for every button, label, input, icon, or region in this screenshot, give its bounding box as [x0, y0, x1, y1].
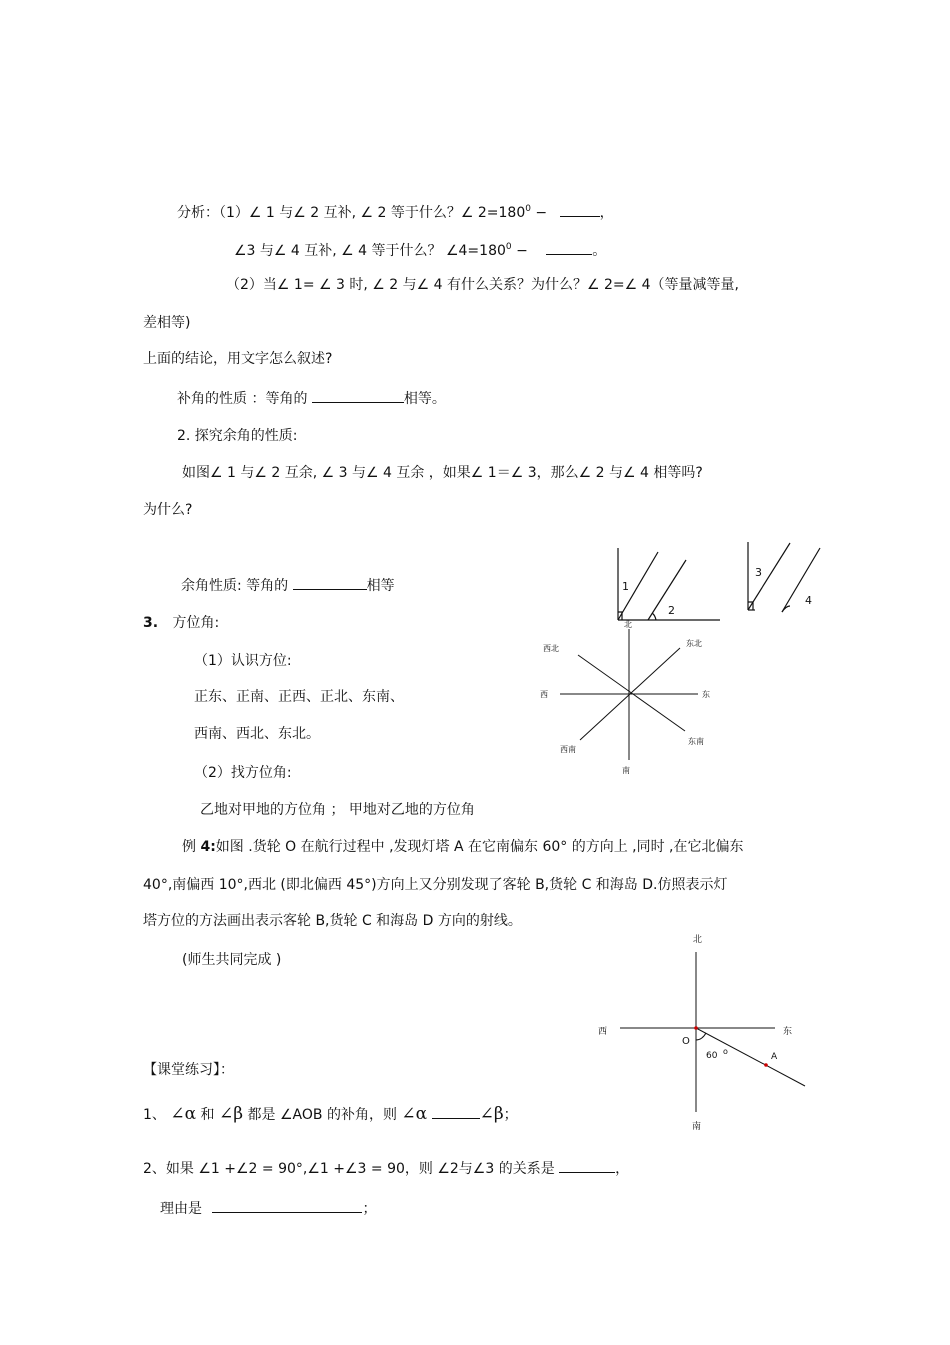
punct: 。 [592, 243, 607, 259]
label-southwest: 西南 [560, 745, 576, 754]
complement-property [181, 575, 395, 595]
label-origin: O [682, 1036, 690, 1047]
question-text: 都是 ∠AOB 的补角，则 [243, 1107, 402, 1123]
answer-blank [312, 388, 404, 403]
bearing-heading [143, 614, 219, 632]
property-suffix: 相等。 [403, 391, 446, 407]
property-label: 补角的性质 ：等角的 [177, 391, 308, 407]
answer-blank [559, 1158, 615, 1173]
label-north: 北 [624, 620, 632, 629]
practice-question-1 [143, 1104, 518, 1124]
label-east: 东 [702, 690, 710, 699]
label-point-A: A [771, 1052, 778, 1062]
degree-mark: 0 [525, 204, 531, 214]
label-degree: o [723, 1047, 728, 1056]
practice-question-2 [143, 1158, 629, 1178]
analysis-text: 分析：（1）∠ 1 与∠ 2 互补, ∠ 2 等于什么？∠ 2=180 [177, 205, 526, 221]
bearing-sub2: （2）找方位角: [194, 765, 292, 781]
complement-question-2: 为什么? [143, 502, 193, 518]
answer-blank [546, 240, 592, 255]
alpha-angle: ∠α [401, 1104, 428, 1124]
bearing-relation: 乙地对甲地的方位角 ； 甲地对乙地的方位角 [200, 802, 475, 818]
label-south: 南 [692, 1122, 702, 1132]
fig-line [782, 548, 820, 612]
practice-title: 【课堂练习】： [143, 1062, 234, 1078]
analysis-line-2 [234, 238, 606, 260]
analysis-line-4: 差相等) [143, 315, 191, 331]
analysis-text: ∠3 与∠ 4 互补, ∠ 4 等于什么？ ∠4=180 [234, 243, 506, 259]
minus-sign: − [530, 205, 552, 221]
punct: ， [599, 205, 614, 221]
answer-blank [293, 575, 367, 590]
bearing-dirs-1: 正东、正南、正西、正北、东南、 [194, 689, 404, 705]
beta-angle: ∠β [219, 1104, 244, 1124]
angle-label-1: 1 [622, 580, 629, 593]
property-label: 余角性质: 等角的 [181, 578, 289, 594]
practice-question-3 [160, 1198, 376, 1218]
label-north: 北 [693, 935, 703, 945]
label-west: 西 [540, 690, 548, 699]
example-text: 如图 .货轮 O 在航行过程中 ,发现灯塔 A 在它南偏东 60° 的方向上 ,同时 ,在它北偏东 [215, 839, 744, 855]
angle-label-4: 4 [805, 594, 812, 607]
compass-figure [530, 615, 730, 775]
beta-angle: ∠β [479, 1104, 504, 1124]
question-text: 理由是 [160, 1201, 202, 1217]
question-text: 2、如果 ∠1 +∠2 = 90°,∠1 +∠3 = 90，则 ∠2与∠3 的关系是 [143, 1161, 555, 1177]
point-A [764, 1063, 768, 1067]
bearing-sub1: （1）认识方位: [194, 653, 292, 669]
question-number: 1、 [143, 1107, 166, 1123]
example-line-2: 40°,南偏西 10°,西北 (即北偏西 45°)方向上又分别发现了客轮 B,货轮 C 和海岛 D.仿照表示灯 [143, 877, 728, 893]
angle-label-2: 2 [668, 604, 675, 617]
label-southeast: 东南 [688, 737, 704, 746]
label-east: 东 [783, 1027, 793, 1037]
label-south: 南 [622, 766, 630, 775]
answer-blank [212, 1198, 362, 1213]
minus-sign: − [511, 243, 533, 259]
analysis-line-5: 上面的结论，用文字怎么叙述? [143, 351, 333, 367]
answer-blank [432, 1104, 480, 1119]
alpha-angle: ∠α [170, 1104, 197, 1124]
analysis-line-1 [177, 200, 614, 222]
section-title: 方位角: [172, 615, 220, 631]
complement-question-1: 如图∠ 1 与∠ 2 互余, ∠ 3 与∠ 4 互余 ，如果∠ 1＝∠ 3，那么∠ 2 与∠ 4 相等吗? [182, 465, 703, 481]
punct: ； [362, 1201, 377, 1217]
bearing-dirs-2: 西南、西北、东北。 [194, 726, 320, 742]
example-line-1 [182, 838, 744, 856]
supplement-property [177, 388, 446, 408]
analysis-line-3: （2）当∠ 1= ∠ 3 时, ∠ 2 与∠ 4 有什么关系？为什么？∠ 2=∠ 4（等量减等量, [226, 277, 739, 293]
bearing-figure [590, 932, 820, 1132]
label-northeast: 东北 [686, 639, 702, 648]
example-note: (师生共同完成 ) [182, 952, 282, 968]
angle-arc [696, 1033, 706, 1040]
section-number: 3. [143, 615, 159, 631]
degree-mark: 0 [505, 242, 512, 252]
label-west: 西 [598, 1027, 608, 1037]
answer-blank [560, 202, 600, 217]
label-northwest: 西北 [543, 644, 559, 653]
angle-label-3: 3 [755, 566, 762, 579]
label-angle: 60 [706, 1051, 718, 1061]
example-label: 例 [182, 839, 201, 855]
complement-heading: 2. 探究余角的性质: [177, 428, 298, 444]
example-line-3: 塔方位的方法画出表示客轮 B,货轮 C 和海岛 D 方向的射线。 [143, 913, 522, 929]
fig-line [648, 560, 686, 620]
punct: ； [503, 1107, 518, 1123]
punct: ， [615, 1161, 630, 1177]
example-number: 4: [200, 839, 216, 855]
conjunction: 和 [196, 1107, 220, 1123]
property-suffix: 相等 [366, 578, 395, 594]
origin-point [694, 1026, 698, 1030]
